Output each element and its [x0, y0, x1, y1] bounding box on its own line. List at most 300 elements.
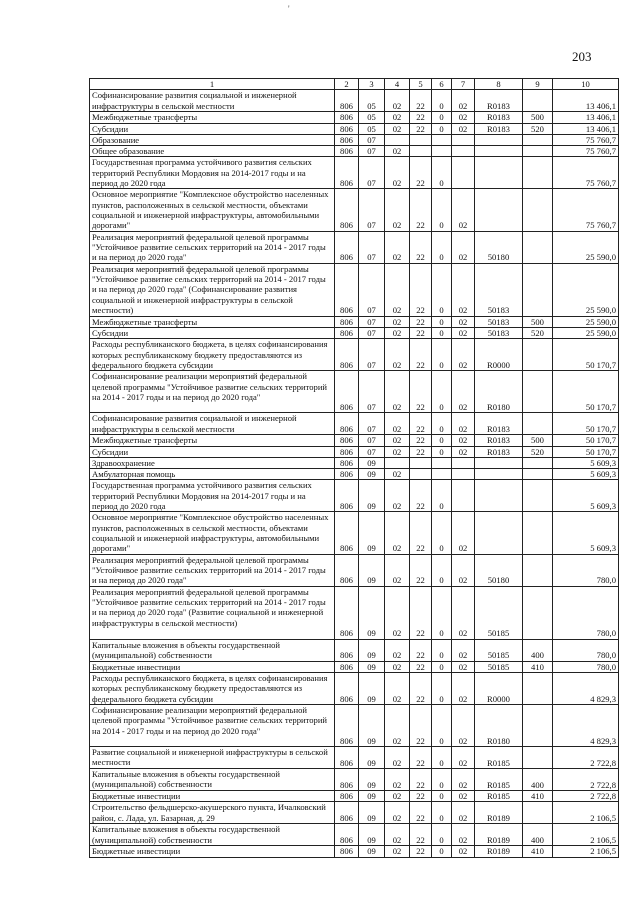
- row-code-cell-3: 07: [359, 446, 385, 457]
- row-code-cell-3: 05: [359, 112, 385, 123]
- row-code-cell-2: 806: [335, 469, 359, 480]
- table-row: [90, 661, 619, 672]
- row-code-cell-7: 02: [452, 231, 475, 263]
- row-amount-cell: 2 106,5: [553, 824, 619, 846]
- row-code-cell-8: 50185: [475, 661, 523, 672]
- row-code-cell-6: [432, 134, 452, 145]
- row-code-cell-8: R0183: [475, 446, 523, 457]
- row-code-cell-4: 02: [385, 435, 410, 446]
- row-amount-cell: 780,0: [553, 639, 619, 661]
- row-code-cell-4: 02: [385, 327, 410, 338]
- row-amount-cell: 5 609,3: [553, 457, 619, 468]
- row-code-cell-6: 0: [432, 846, 452, 857]
- row-code-cell-6: 0: [432, 371, 452, 413]
- row-code-cell-3: 07: [359, 146, 385, 157]
- row-name-cell: Образование: [90, 134, 335, 145]
- row-amount-cell: 2 722,8: [553, 746, 619, 768]
- row-amount-cell: 25 590,0: [553, 316, 619, 327]
- row-amount-cell: 2 106,5: [553, 846, 619, 857]
- table-row: [90, 435, 619, 446]
- table-row: [90, 586, 619, 639]
- row-code-cell-2: 806: [335, 639, 359, 661]
- row-name-cell: Бюджетные инвестиции: [90, 661, 335, 672]
- table-row: [90, 457, 619, 468]
- row-code-cell-9: 400: [523, 768, 553, 790]
- row-code-cell-3: 05: [359, 123, 385, 134]
- row-code-cell-8: 50185: [475, 639, 523, 661]
- row-code-cell-9: [523, 457, 553, 468]
- row-name-cell: Софинансирование реализации мероприятий федеральной целевой программы "Устойчивое развитие сельских территорий на 2014 - 2017 годы и на период до 2020 года": [90, 704, 335, 746]
- table-row: [90, 790, 619, 801]
- row-code-cell-7: [452, 480, 475, 512]
- row-code-cell-7: 02: [452, 90, 475, 112]
- row-name-cell: Развитие социальной и инженерной инфраструктуры в сельской местности: [90, 746, 335, 768]
- row-code-cell-5: [410, 469, 432, 480]
- row-code-cell-7: 02: [452, 768, 475, 790]
- row-name-cell: Строительство фельдшерско-акушерского пункта, Ичалковский район, с. Лада, ул. Базарная, д. 29: [90, 802, 335, 824]
- row-code-cell-9: [523, 413, 553, 435]
- row-code-cell-7: 02: [452, 189, 475, 231]
- row-code-cell-6: 0: [432, 672, 452, 704]
- row-amount-cell: 50 170,7: [553, 413, 619, 435]
- row-amount-cell: 2 106,5: [553, 802, 619, 824]
- row-code-cell-9: [523, 231, 553, 263]
- row-code-cell-6: 0: [432, 704, 452, 746]
- row-amount-cell: 75 760,7: [553, 189, 619, 231]
- row-code-cell-6: 0: [432, 123, 452, 134]
- table-row: [90, 189, 619, 231]
- row-code-cell-6: 0: [432, 327, 452, 338]
- row-code-cell-4: 02: [385, 413, 410, 435]
- row-name-cell: Здравоохранение: [90, 457, 335, 468]
- row-code-cell-3: 09: [359, 469, 385, 480]
- row-name-cell: Межбюджетные трансферты: [90, 316, 335, 327]
- row-code-cell-5: 22: [410, 231, 432, 263]
- row-code-cell-9: 500: [523, 316, 553, 327]
- table-row: [90, 469, 619, 480]
- table-row: [90, 112, 619, 123]
- table-row: [90, 123, 619, 134]
- row-code-cell-3: 09: [359, 512, 385, 554]
- row-code-cell-7: 02: [452, 802, 475, 824]
- row-code-cell-9: [523, 704, 553, 746]
- row-code-cell-2: 806: [335, 480, 359, 512]
- row-code-cell-2: 806: [335, 661, 359, 672]
- row-code-cell-2: 806: [335, 231, 359, 263]
- table-row: [90, 146, 619, 157]
- row-name-cell: Софинансирование развития социальной и инженерной инфраструктуры в сельской местности: [90, 413, 335, 435]
- row-code-cell-8: R0180: [475, 704, 523, 746]
- row-code-cell-6: 0: [432, 586, 452, 639]
- row-code-cell-5: 22: [410, 316, 432, 327]
- row-code-cell-7: 02: [452, 824, 475, 846]
- row-code-cell-2: 806: [335, 746, 359, 768]
- row-code-cell-2: 806: [335, 112, 359, 123]
- table-row: [90, 316, 619, 327]
- row-code-cell-8: R0185: [475, 768, 523, 790]
- row-code-cell-2: 806: [335, 457, 359, 468]
- row-code-cell-8: R0185: [475, 790, 523, 801]
- row-name-cell: Общее образование: [90, 146, 335, 157]
- row-code-cell-2: 806: [335, 371, 359, 413]
- row-code-cell-6: 0: [432, 189, 452, 231]
- row-code-cell-9: [523, 371, 553, 413]
- row-code-cell-5: 22: [410, 327, 432, 338]
- row-code-cell-7: 02: [452, 586, 475, 639]
- row-name-cell: Капитальные вложения в объекты государственной (муниципальной) собственности: [90, 768, 335, 790]
- table-row: [90, 672, 619, 704]
- row-code-cell-6: 0: [432, 824, 452, 846]
- row-code-cell-8: R0180: [475, 371, 523, 413]
- row-code-cell-4: 02: [385, 480, 410, 512]
- row-code-cell-7: 02: [452, 672, 475, 704]
- table-row: [90, 480, 619, 512]
- row-code-cell-9: [523, 263, 553, 316]
- row-code-cell-7: 02: [452, 661, 475, 672]
- row-code-cell-3: 09: [359, 639, 385, 661]
- row-code-cell-8: [475, 134, 523, 145]
- row-code-cell-8: R0183: [475, 112, 523, 123]
- row-code-cell-4: [385, 134, 410, 145]
- row-code-cell-2: 806: [335, 824, 359, 846]
- row-code-cell-4: 02: [385, 554, 410, 586]
- row-code-cell-3: 09: [359, 802, 385, 824]
- row-code-cell-2: 806: [335, 790, 359, 801]
- header-cell-name: 1: [90, 79, 335, 90]
- row-name-cell: Амбулаторная помощь: [90, 469, 335, 480]
- row-code-cell-9: 520: [523, 123, 553, 134]
- row-code-cell-8: R0183: [475, 90, 523, 112]
- row-amount-cell: 780,0: [553, 661, 619, 672]
- row-code-cell-4: 02: [385, 157, 410, 189]
- row-code-cell-6: 0: [432, 790, 452, 801]
- row-amount-cell: 75 760,7: [553, 134, 619, 145]
- row-amount-cell: 75 760,7: [553, 146, 619, 157]
- table-row: [90, 824, 619, 846]
- table-row: [90, 134, 619, 145]
- row-code-cell-3: 09: [359, 480, 385, 512]
- row-code-cell-4: 02: [385, 189, 410, 231]
- row-code-cell-5: 22: [410, 554, 432, 586]
- row-code-cell-5: 22: [410, 802, 432, 824]
- row-code-cell-3: 09: [359, 790, 385, 801]
- row-code-cell-5: 22: [410, 339, 432, 371]
- row-code-cell-7: 02: [452, 112, 475, 123]
- row-code-cell-6: 0: [432, 435, 452, 446]
- row-code-cell-3: 09: [359, 661, 385, 672]
- row-code-cell-5: 22: [410, 189, 432, 231]
- table-row: [90, 446, 619, 457]
- row-code-cell-2: 806: [335, 586, 359, 639]
- row-amount-cell: 2 722,8: [553, 790, 619, 801]
- row-code-cell-7: [452, 157, 475, 189]
- row-code-cell-5: 22: [410, 263, 432, 316]
- row-code-cell-2: 806: [335, 157, 359, 189]
- header-cell-9: 9: [523, 79, 553, 90]
- row-name-cell: Капитальные вложения в объекты государственной (муниципальной) собственности: [90, 824, 335, 846]
- row-amount-cell: 2 722,8: [553, 768, 619, 790]
- row-code-cell-5: 22: [410, 512, 432, 554]
- row-name-cell: Реализация мероприятий федеральной целевой программы "Устойчивое развитие сельских территорий на 2014 - 2017 годы и на период до 2020 года": [90, 231, 335, 263]
- row-amount-cell: 75 760,7: [553, 157, 619, 189]
- row-name-cell: Бюджетные инвестиции: [90, 790, 335, 801]
- row-code-cell-5: [410, 457, 432, 468]
- row-code-cell-8: 50180: [475, 554, 523, 586]
- row-code-cell-8: 50183: [475, 327, 523, 338]
- table-row: [90, 704, 619, 746]
- row-code-cell-2: 806: [335, 146, 359, 157]
- row-code-cell-5: 22: [410, 480, 432, 512]
- row-code-cell-3: 09: [359, 846, 385, 857]
- row-code-cell-5: 22: [410, 824, 432, 846]
- row-code-cell-7: [452, 457, 475, 468]
- row-code-cell-7: 02: [452, 263, 475, 316]
- row-code-cell-3: 07: [359, 371, 385, 413]
- row-code-cell-6: [432, 469, 452, 480]
- row-code-cell-5: 22: [410, 90, 432, 112]
- row-code-cell-7: 02: [452, 435, 475, 446]
- row-code-cell-6: 0: [432, 263, 452, 316]
- row-amount-cell: 5 609,3: [553, 480, 619, 512]
- table-row: [90, 768, 619, 790]
- page-number: 203: [572, 49, 592, 64]
- header-cell-2: 2: [335, 79, 359, 90]
- row-name-cell: Реализация мероприятий федеральной целевой программы "Устойчивое развитие сельских территорий на 2014 - 2017 годы и на период до 2020 года" (Софинансирование развития социальной и инженерной инфраструктуры в сельской местности): [90, 263, 335, 316]
- row-code-cell-6: 0: [432, 480, 452, 512]
- row-code-cell-6: 0: [432, 512, 452, 554]
- row-amount-cell: 50 170,7: [553, 435, 619, 446]
- row-amount-cell: 50 170,7: [553, 371, 619, 413]
- row-code-cell-3: 07: [359, 134, 385, 145]
- row-code-cell-3: 07: [359, 327, 385, 338]
- row-code-cell-3: 09: [359, 704, 385, 746]
- row-code-cell-9: 400: [523, 639, 553, 661]
- row-code-cell-6: 0: [432, 554, 452, 586]
- row-code-cell-6: 0: [432, 339, 452, 371]
- row-code-cell-8: R0183: [475, 435, 523, 446]
- row-code-cell-2: 806: [335, 846, 359, 857]
- row-code-cell-6: 0: [432, 112, 452, 123]
- row-name-cell: Основное мероприятие "Комплексное обустройство населенных пунктов, расположенных в сельской местности, объектами социальной и инженерной инфраструктуры, автомобильными дорогами": [90, 189, 335, 231]
- row-code-cell-5: 22: [410, 746, 432, 768]
- row-code-cell-9: 410: [523, 790, 553, 801]
- row-code-cell-6: 0: [432, 661, 452, 672]
- row-code-cell-3: 07: [359, 157, 385, 189]
- header-cell-5: 5: [410, 79, 432, 90]
- row-code-cell-5: 22: [410, 413, 432, 435]
- row-amount-cell: 780,0: [553, 586, 619, 639]
- row-code-cell-4: 02: [385, 231, 410, 263]
- row-code-cell-7: [452, 469, 475, 480]
- row-code-cell-2: 806: [335, 90, 359, 112]
- row-code-cell-6: 0: [432, 768, 452, 790]
- row-code-cell-6: 0: [432, 446, 452, 457]
- row-code-cell-4: 02: [385, 704, 410, 746]
- row-code-cell-7: 02: [452, 123, 475, 134]
- row-code-cell-2: 806: [335, 413, 359, 435]
- row-code-cell-4: 02: [385, 586, 410, 639]
- row-code-cell-5: 22: [410, 112, 432, 123]
- row-code-cell-3: 07: [359, 231, 385, 263]
- row-code-cell-7: 02: [452, 316, 475, 327]
- row-code-cell-4: [385, 457, 410, 468]
- row-name-cell: Софинансирование развития социальной и инженерной инфраструктуры в сельской местности: [90, 90, 335, 112]
- row-code-cell-4: 02: [385, 661, 410, 672]
- row-code-cell-2: 806: [335, 339, 359, 371]
- row-code-cell-9: 500: [523, 435, 553, 446]
- row-code-cell-9: 410: [523, 661, 553, 672]
- header-cell-4: 4: [385, 79, 410, 90]
- row-code-cell-9: 520: [523, 446, 553, 457]
- table-body: [90, 90, 619, 857]
- header-cell-3: 3: [359, 79, 385, 90]
- row-amount-cell: 5 609,3: [553, 469, 619, 480]
- row-code-cell-2: 806: [335, 435, 359, 446]
- row-name-cell: Расходы республиканского бюджета, в целях софинансирования которых республиканскому бюджету предоставляются из федерального бюджета субсидии: [90, 339, 335, 371]
- row-code-cell-4: 02: [385, 639, 410, 661]
- table-row: [90, 231, 619, 263]
- row-name-cell: Основное мероприятие "Комплексное обустройство населенных пунктов, расположенных в сельской местности, объектами социальной и инженерной инфраструктуры, автомобильными дорогами": [90, 512, 335, 554]
- row-code-cell-8: R0189: [475, 846, 523, 857]
- row-code-cell-7: 02: [452, 413, 475, 435]
- row-amount-cell: 50 170,7: [553, 339, 619, 371]
- row-code-cell-3: 05: [359, 90, 385, 112]
- table-row: [90, 746, 619, 768]
- row-code-cell-2: 806: [335, 263, 359, 316]
- scan-mark: ': [288, 4, 290, 14]
- row-amount-cell: 13 406,1: [553, 112, 619, 123]
- row-amount-cell: 780,0: [553, 554, 619, 586]
- row-code-cell-9: [523, 586, 553, 639]
- row-code-cell-3: 07: [359, 189, 385, 231]
- row-code-cell-4: 02: [385, 512, 410, 554]
- row-code-cell-5: 22: [410, 661, 432, 672]
- row-amount-cell: 25 590,0: [553, 263, 619, 316]
- table-row: [90, 512, 619, 554]
- table-row: [90, 327, 619, 338]
- row-code-cell-6: 0: [432, 90, 452, 112]
- table-row: [90, 371, 619, 413]
- row-name-cell: Государственная программа устойчивого развития сельских территорий Республики Мордовия на 2014-2017 годы и на период до 2020 года: [90, 157, 335, 189]
- row-code-cell-8: R0000: [475, 672, 523, 704]
- row-code-cell-3: 07: [359, 316, 385, 327]
- row-code-cell-2: 806: [335, 189, 359, 231]
- row-code-cell-7: 02: [452, 339, 475, 371]
- row-amount-cell: 5 609,3: [553, 512, 619, 554]
- header-cell-7: 7: [452, 79, 475, 90]
- row-name-cell: Софинансирование реализации мероприятий федеральной целевой программы "Устойчивое развитие сельских территорий на 2014 - 2017 годы и на период до 2020 года": [90, 371, 335, 413]
- row-code-cell-4: 02: [385, 802, 410, 824]
- row-code-cell-3: 09: [359, 824, 385, 846]
- row-code-cell-9: [523, 134, 553, 145]
- row-code-cell-9: 520: [523, 327, 553, 338]
- row-code-cell-4: 02: [385, 672, 410, 704]
- row-code-cell-6: [432, 146, 452, 157]
- row-code-cell-8: 50185: [475, 586, 523, 639]
- row-code-cell-7: 02: [452, 790, 475, 801]
- row-code-cell-3: 09: [359, 746, 385, 768]
- row-code-cell-3: 09: [359, 554, 385, 586]
- table-row: [90, 802, 619, 824]
- row-amount-cell: 13 406,1: [553, 123, 619, 134]
- header-row: [90, 79, 619, 90]
- row-code-cell-5: 22: [410, 371, 432, 413]
- row-code-cell-6: [432, 457, 452, 468]
- row-code-cell-2: 806: [335, 704, 359, 746]
- row-code-cell-8: [475, 469, 523, 480]
- row-code-cell-5: [410, 134, 432, 145]
- row-code-cell-5: 22: [410, 704, 432, 746]
- row-code-cell-4: 02: [385, 824, 410, 846]
- row-code-cell-9: [523, 480, 553, 512]
- row-code-cell-8: R0000: [475, 339, 523, 371]
- row-code-cell-4: 02: [385, 316, 410, 327]
- row-code-cell-3: 07: [359, 435, 385, 446]
- row-code-cell-5: 22: [410, 123, 432, 134]
- row-code-cell-2: 806: [335, 554, 359, 586]
- table-row: [90, 90, 619, 112]
- row-name-cell: Субсидии: [90, 327, 335, 338]
- row-code-cell-9: [523, 554, 553, 586]
- row-code-cell-8: R0189: [475, 824, 523, 846]
- header-cell-6: 6: [432, 79, 452, 90]
- row-code-cell-6: 0: [432, 639, 452, 661]
- budget-table: [89, 78, 619, 858]
- row-code-cell-9: 400: [523, 824, 553, 846]
- row-code-cell-8: R0183: [475, 413, 523, 435]
- row-code-cell-4: 02: [385, 146, 410, 157]
- row-code-cell-8: 50183: [475, 263, 523, 316]
- row-code-cell-4: 02: [385, 446, 410, 457]
- row-code-cell-8: R0185: [475, 746, 523, 768]
- row-name-cell: Межбюджетные трансферты: [90, 435, 335, 446]
- row-code-cell-8: R0189: [475, 802, 523, 824]
- row-code-cell-3: 07: [359, 413, 385, 435]
- row-code-cell-4: 02: [385, 263, 410, 316]
- row-name-cell: Субсидии: [90, 123, 335, 134]
- row-code-cell-5: 22: [410, 639, 432, 661]
- row-amount-cell: 50 170,7: [553, 446, 619, 457]
- row-code-cell-9: [523, 189, 553, 231]
- row-code-cell-7: 02: [452, 554, 475, 586]
- row-code-cell-4: 02: [385, 123, 410, 134]
- row-code-cell-2: 806: [335, 802, 359, 824]
- row-code-cell-4: 02: [385, 112, 410, 123]
- row-code-cell-6: 0: [432, 413, 452, 435]
- row-code-cell-9: 500: [523, 112, 553, 123]
- row-code-cell-9: [523, 157, 553, 189]
- row-code-cell-7: [452, 134, 475, 145]
- row-code-cell-5: [410, 146, 432, 157]
- row-code-cell-7: 02: [452, 746, 475, 768]
- table-row: [90, 339, 619, 371]
- row-code-cell-8: [475, 146, 523, 157]
- table-row: [90, 554, 619, 586]
- row-code-cell-8: R0183: [475, 123, 523, 134]
- table-row: [90, 413, 619, 435]
- row-code-cell-7: 02: [452, 846, 475, 857]
- row-amount-cell: 25 590,0: [553, 231, 619, 263]
- row-code-cell-9: [523, 469, 553, 480]
- row-code-cell-8: [475, 512, 523, 554]
- table-row: [90, 263, 619, 316]
- row-code-cell-6: 0: [432, 746, 452, 768]
- row-code-cell-8: 50183: [475, 316, 523, 327]
- row-code-cell-3: 07: [359, 263, 385, 316]
- row-code-cell-3: 09: [359, 768, 385, 790]
- row-code-cell-7: 02: [452, 371, 475, 413]
- row-code-cell-9: [523, 672, 553, 704]
